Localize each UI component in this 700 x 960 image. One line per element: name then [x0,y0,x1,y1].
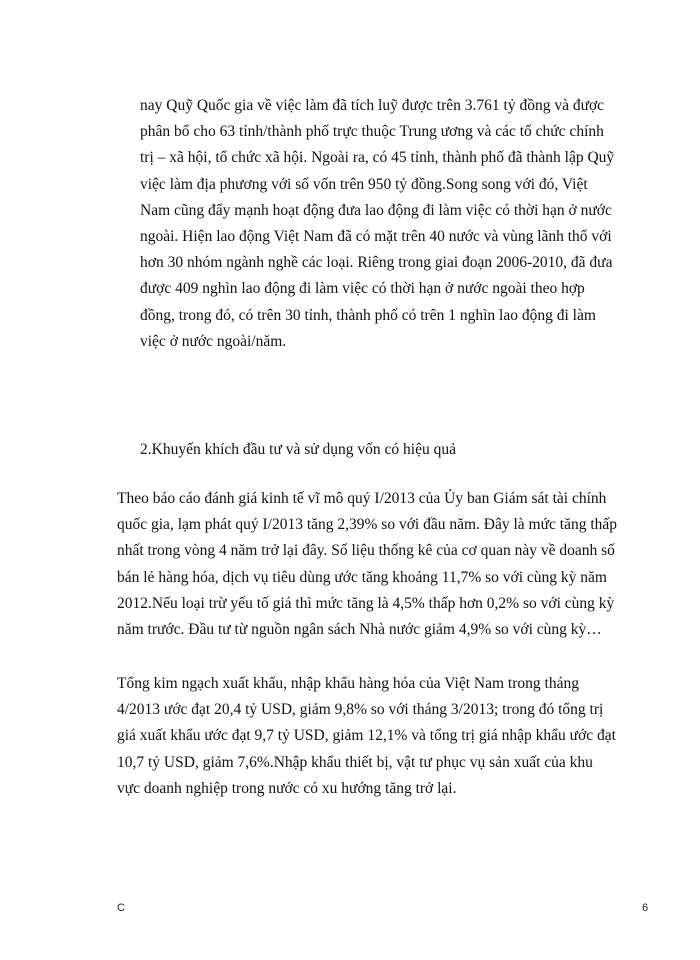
paragraph-line: quốc gia, lạm phát quý I/2013 tăng 2,39% so với đầu năm. Đây là mức tăng thấp [117,516,618,534]
paragraph-line: nhất trong vòng 4 năm trở lại đây. Số liệu thống kê của cơ quan này về doanh số [117,542,615,560]
paragraph-line: 2012.Nếu loại trừ yếu tố giá thì mức tăng là 4,5% thấp hơn 0,2% so với cùng kỳ [117,594,615,612]
paragraph-line: 10,7 tỷ USD, giảm 7,6%.Nhập khẩu thiết bị, vật tư phục vụ sản xuất của khu [117,753,593,771]
paragraph-line: hơn 30 nhóm ngành nghề các loại. Riêng trong giai đoạn 2006-2010, đã đưa [140,254,613,272]
paragraph-line: 4/2013 ước đạt 20,4 tỷ USD, giảm 9,8% so với tháng 3/2013; trong đó tổng trị [117,701,604,719]
paragraph-line: bán lẻ hàng hóa, dịch vụ tiêu dùng ước tăng khoảng 11,7% so với cùng kỳ năm [117,568,607,586]
paragraph-line: Tổng kim ngạch xuất khẩu, nhập khẩu hàng hóa của Việt Nam trong tháng [117,675,579,692]
paragraph-line: năm trước. Đầu tư từ nguồn ngân sách Nhà nước giảm 4,9% so với cùng kỳ… [117,621,602,639]
paragraph-line: nay Quỹ Quốc gia về việc làm đã tích luỹ được trên 3.761 tỷ đồng và được [140,97,605,114]
paragraph-line: được 409 nghìn lao động đi làm việc có thời hạn ở nước ngoài theo hợp [140,280,585,298]
page-number: 6 [642,902,649,914]
paragraph-line: Theo báo cáo đánh giá kinh tế vĩ mô quý I/2013 của Ủy ban Giám sát tài chính [117,490,607,507]
footer-left-text: C [117,902,125,914]
paragraph-line: đồng, trong đó, có trên 30 tỉnh, thành phố có trên 1 nghìn lao động đi làm [140,306,596,324]
section-heading: 2.Khuyến khích đầu tư và sử dụng vốn có hiệu quả [140,441,456,458]
paragraph-quy-viec-lam [140,93,615,355]
paragraph-line: việc ở nước ngoài/năm. [140,332,287,350]
paragraph-xuat-nhap-khau [117,671,637,802]
paragraph-line: việc làm địa phương với số vốn trên 950 tỷ đồng.Song song với đó, Việt [140,175,588,193]
paragraph-line: trị – xã hội, tổ chức xã hội. Ngoài ra, có 45 tỉnh, thành phố đã thành lập Quỹ [140,149,615,167]
paragraph-line: vực doanh nghiệp trong nước có xu hướng tăng trở lại. [117,779,457,797]
paragraph-line: Nam cũng đẩy mạnh hoạt động đưa lao động đi làm việc có thời hạn ở nước [140,201,612,219]
paragraph-line: ngoài. Hiện lao động Việt Nam đã có mặt trên 40 nước và vùng lãnh thổ với [140,228,612,246]
paragraph-kinh-te-vi-mo [117,486,637,643]
paragraph-line: phân bổ cho 63 tỉnh/thành phố trực thuộc Trung ương và các tổ chức chính [140,123,604,141]
paragraph-line: giá xuất khẩu ước đạt 9,7 tỷ USD, giảm 12,1% và tổng trị giá nhập khẩu ước đạt [117,727,616,745]
